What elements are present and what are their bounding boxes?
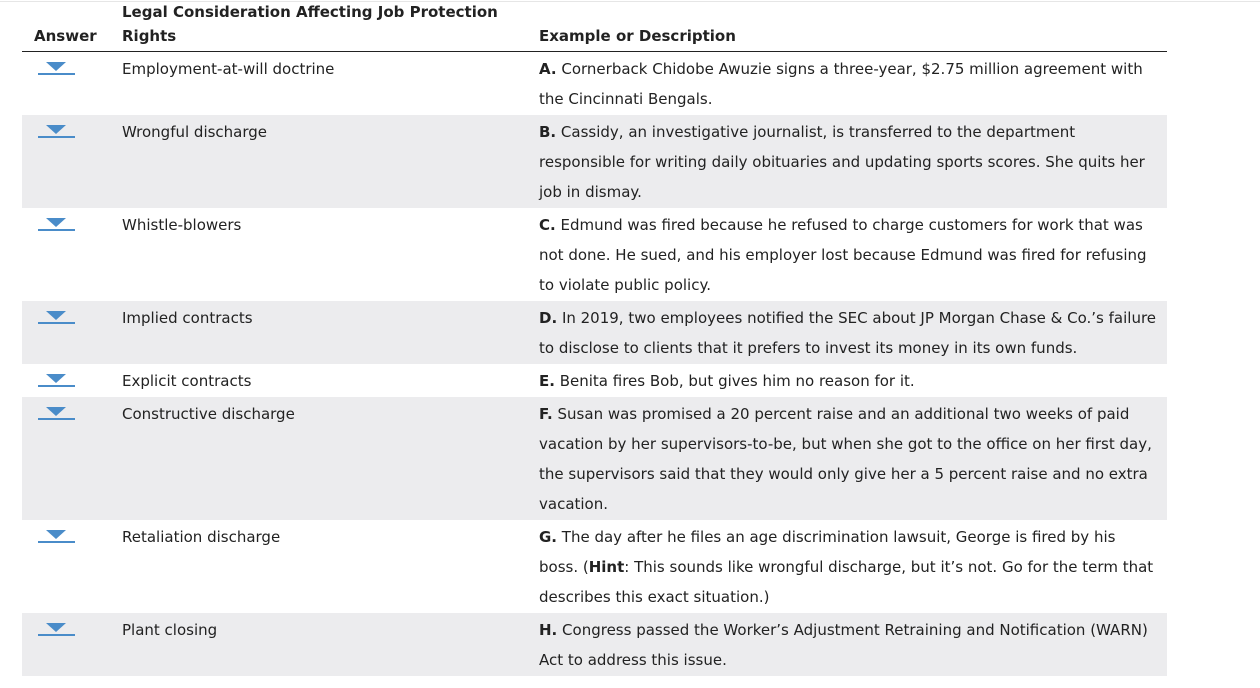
description-cell — [530, 208, 1167, 301]
chevron-down-icon — [46, 62, 66, 71]
description-text: Benita fires Bob, but gives him no reason for it. — [559, 372, 915, 390]
chevron-down-icon — [46, 407, 66, 416]
option-letter: G. — [539, 528, 558, 546]
table-row — [22, 613, 1167, 676]
description-text: Cassidy, an investigative journalist, is transferred to the department responsible for writing daily obituaries and updating sports scores. She quits her job in dismay. — [539, 123, 1145, 201]
option-letter: C. — [539, 216, 556, 234]
term-label: Constructive discharge — [112, 397, 530, 520]
header-legal-consideration: Legal Consideration Affecting Job Protection Rights — [112, 0, 530, 52]
chevron-down-icon — [46, 311, 66, 320]
description-text: The day after he files an age discrimination lawsuit, George is fired by his boss. ( — [539, 528, 1116, 576]
chevron-down-icon — [46, 218, 66, 227]
table-row — [22, 115, 1167, 208]
option-letter: B. — [539, 123, 557, 141]
chevron-down-icon — [46, 623, 66, 632]
term-label: Whistle-blowers — [122, 216, 242, 234]
chevron-down-icon — [46, 530, 66, 539]
description-text: Susan was promised a 20 percent raise and an additional two weeks of paid vacation by her supervisors-to-be, but when she got to the office on her first day, the supervisors said that they would only give her a 5 percent raise and no extra vacation. — [539, 405, 1152, 513]
answer-dropdown[interactable] — [38, 524, 75, 546]
answer-dropdown[interactable] — [38, 368, 75, 390]
chevron-down-icon — [46, 374, 66, 383]
option-letter: E. — [539, 372, 555, 390]
matching-table — [22, 0, 1167, 676]
term-label: Wrongful discharge — [112, 115, 530, 208]
description-text: Congress passed the Worker’s Adjustment Retraining and Notification (WARN) Act to address this issue. — [539, 621, 1148, 669]
description-text: Cornerback Chidobe Awuzie signs a three-year, $2.75 million agreement with the Cincinnati Bengals. — [539, 60, 1143, 108]
option-letter: H. — [539, 621, 558, 639]
option-letter: D. — [539, 309, 558, 327]
description-cell — [530, 115, 1167, 208]
description-text: In 2019, two employees notified the SEC about JP Morgan Chase & Co.’s failure to disclose to clients that it prefers to invest its money in its own funds. — [539, 309, 1157, 357]
description-cell — [530, 613, 1167, 676]
term-label: Explicit contracts — [122, 372, 252, 390]
option-letter: F. — [539, 405, 553, 423]
description-cell — [530, 397, 1167, 520]
description-cell — [530, 520, 1167, 613]
term-label: Implied contracts — [112, 301, 530, 364]
table-row — [22, 520, 1167, 613]
answer-dropdown[interactable] — [38, 212, 75, 234]
table-row — [22, 52, 1167, 116]
description-text: : This sounds like wrongful discharge, but it’s not. Go for the term that describes this exact situation.) — [539, 558, 1154, 606]
description-cell — [530, 52, 1167, 116]
term-label: Employment-at-will doctrine — [122, 60, 335, 78]
answer-dropdown[interactable] — [38, 617, 75, 639]
header-example-description: Example or Description — [530, 0, 1167, 52]
hint-label: Hint — [588, 558, 625, 576]
header-row — [22, 0, 1167, 52]
description-cell — [530, 301, 1167, 364]
description-text: Edmund was fired because he refused to charge customers for work that was not done. He sued, and his employer lost because Edmund was fired for refusing to violate public policy. — [539, 216, 1147, 294]
table-row — [22, 208, 1167, 301]
table-row — [22, 364, 1167, 397]
term-label: Plant closing — [112, 613, 530, 676]
header-answer: Answer — [22, 0, 112, 52]
answer-dropdown[interactable] — [38, 305, 75, 327]
answer-dropdown[interactable] — [38, 401, 75, 423]
table-row — [22, 301, 1167, 364]
table-row — [22, 397, 1167, 520]
option-letter: A. — [539, 60, 557, 78]
description-cell — [530, 364, 1167, 397]
answer-dropdown[interactable] — [38, 56, 75, 78]
term-label: Retaliation discharge — [122, 528, 281, 546]
answer-dropdown[interactable] — [38, 119, 75, 141]
chevron-down-icon — [46, 125, 66, 134]
